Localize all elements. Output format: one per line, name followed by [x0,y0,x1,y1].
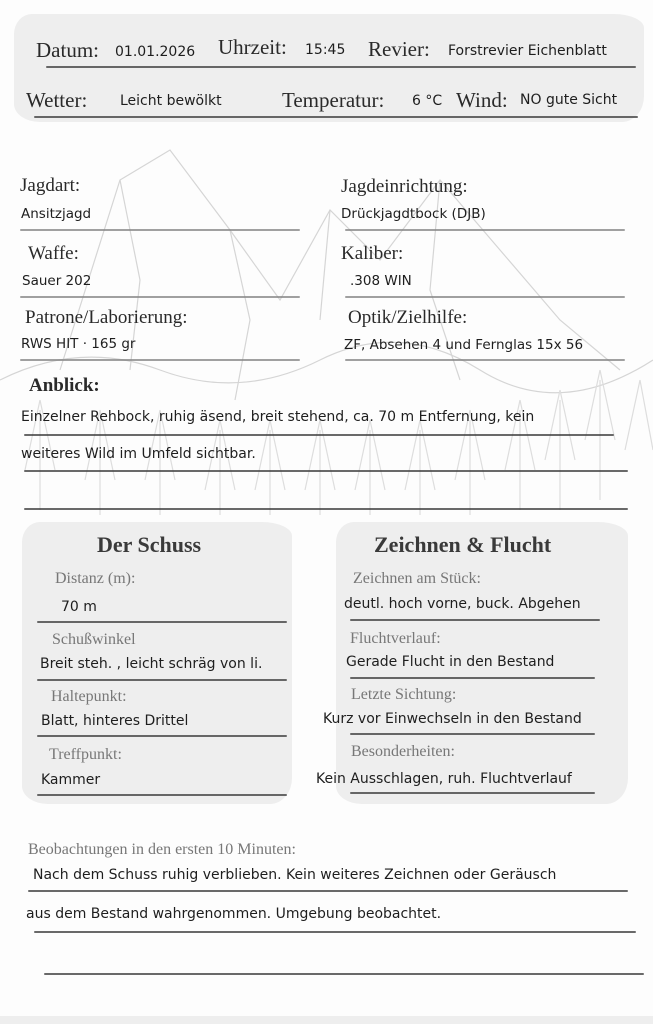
waffe-label: Waffe: [28,243,79,264]
uhrzeit-value[interactable]: 15:45 [305,42,346,58]
schuss-title: Der Schuss [97,532,202,557]
kaliber-label: Kaliber: [341,243,404,264]
beobachtungen-rule-1 [28,890,628,892]
beobachtungen-rule-3 [44,973,644,975]
haltepunkt-value[interactable]: Blatt, hinteres Drittel [41,713,189,729]
kaliber-underline [345,296,625,298]
anblick-rule-2 [24,470,628,472]
treffpunkt-underline [37,794,287,796]
besonderheiten-label: Besonderheiten: [351,743,455,760]
haltepunkt-underline [37,735,287,737]
patrone-label: Patrone/Laborierung: [25,307,188,328]
beobachtungen-label: Beobachtungen in den ersten 10 Minuten: [28,841,296,858]
anblick-line-1[interactable]: Einzelner Rehbock, ruhig äsend, breit stehend, ca. 70 m Entfernung, kein [21,409,535,425]
treffpunkt-label: Treffpunkt: [49,746,122,763]
optik-label: Optik/Zielhilfe: [348,307,468,328]
anblick-rule-1 [24,434,614,436]
waffe-underline [20,296,300,298]
distanz-label: Distanz (m): [55,570,136,587]
zeichnen-underline [350,619,600,621]
zeichnen-value[interactable]: deutl. hoch vorne, buck. Abgehen [344,596,581,612]
fluchtverlauf-label: Fluchtverlauf: [350,630,441,647]
waffe-value[interactable]: Sauer 202 [22,273,92,289]
anblick-label: Anblick: [29,375,100,396]
beobachtungen-rule-2 [34,931,636,933]
haltepunkt-label: Haltepunkt: [51,688,127,705]
jagdart-underline [20,229,300,231]
bottom-strip [0,1016,653,1024]
anblick-rule-3 [24,508,628,510]
besonderheiten-underline [350,792,595,794]
wind-value[interactable]: NO gute Sicht [520,92,618,108]
letzte-sichtung-value[interactable]: Kurz vor Einwechseln in den Bestand [323,711,582,727]
jagdart-label: Jagdart: [20,175,81,196]
jagdart-value[interactable]: Ansitzjagd [21,206,92,222]
patrone-underline [20,359,300,361]
schusswinkel-underline [37,679,287,681]
kaliber-value[interactable]: .308 WIN [350,273,412,289]
jagdeinrichtung-value[interactable]: Drückjagdtbock (DJB) [341,206,486,222]
schusswinkel-label: Schußwinkel [52,631,136,648]
wind-label: Wind: [456,88,508,112]
beobachtungen-line-2[interactable]: aus dem Bestand wahrgenommen. Umgebung beobachtet. [26,906,442,922]
revier-value[interactable]: Forstrevier Eichenblatt [448,43,607,59]
flucht-title: Zeichnen & Flucht [374,532,552,557]
anblick-line-2[interactable]: weiteres Wild im Umfeld sichtbar. [21,446,256,462]
distanz-underline [37,621,287,623]
letzte-sichtung-underline [350,733,595,735]
besonderheiten-value[interactable]: Kein Ausschlagen, ruh. Fluchtverlauf [316,771,572,787]
schusswinkel-value[interactable]: Breit steh. , leicht schräg von li. [40,656,263,672]
optik-value[interactable]: ZF, Absehen 4 und Fernglas 15x 56 [344,337,584,353]
jagdeinrichtung-underline [345,229,625,231]
fluchtverlauf-underline [350,677,595,679]
optik-underline [345,359,625,361]
datum-value[interactable]: 01.01.2026 [115,44,196,60]
beobachtungen-line-1[interactable]: Nach dem Schuss ruhig verblieben. Kein weiteres Zeichnen oder Geräusch [33,867,557,883]
header-row2-underline [34,116,638,118]
temperatur-value[interactable]: 6 °C [412,93,443,109]
fluchtverlauf-value[interactable]: Gerade Flucht in den Bestand [346,654,555,670]
distanz-value[interactable]: 70 m [61,599,97,615]
jagdeinrichtung-label: Jagdeinrichtung: [341,176,468,197]
wetter-value[interactable]: Leicht bewölkt [120,93,222,109]
revier-label: Revier: [368,37,430,61]
treffpunkt-value[interactable]: Kammer [41,772,101,788]
letzte-sichtung-label: Letzte Sichtung: [351,686,457,703]
temperatur-label: Temperatur: [282,88,385,112]
wetter-label: Wetter: [26,88,88,112]
uhrzeit-label: Uhrzeit: [218,35,287,59]
datum-label: Datum: [36,38,99,62]
patrone-value[interactable]: RWS HIT · 165 gr [21,336,136,352]
zeichnen-label: Zeichnen am Stück: [353,570,481,587]
header-row1-underline [46,66,636,68]
